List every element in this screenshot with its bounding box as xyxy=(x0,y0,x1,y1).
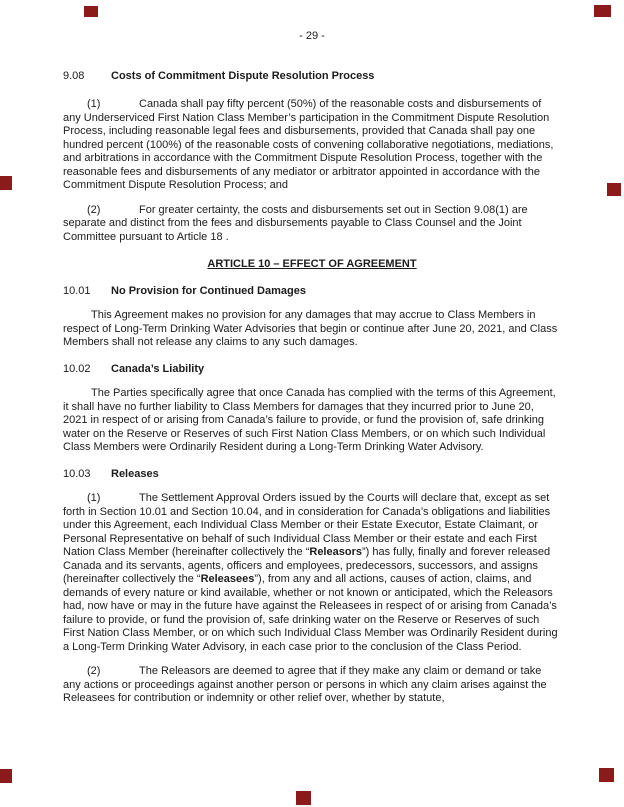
section-heading-10-02 xyxy=(63,363,561,377)
section-title: Canada’s Liability xyxy=(111,362,205,375)
article-10-heading: ARTICLE 10 – EFFECT OF AGREEMENT xyxy=(207,258,417,270)
section-title: Releases xyxy=(111,467,159,480)
section-title: Costs of Commitment Dispute Resolution Process xyxy=(111,69,375,82)
paragraph-9-08-1 xyxy=(63,98,561,193)
paragraph-10-03-2 xyxy=(63,665,561,706)
paragraph-text: Canada shall pay fifty percent (50%) of the reasonable costs and disbursements of any Underserviced First Nation Class Member’s participation in the Commitment Dispute Resolution Process, including reasonable legal fees and disbursements, provided that Canada shall pay one hundred percent (100%) of the reasonable costs of convening collaborative negotiations, mediations, and arbitrations in accordance with the Commitment Dispute Resolution Process, together with the reasonable fees and disbursements of any mediator or arbitrator appointed in accordance with the Commitment Dispute Resolution Process; and xyxy=(63,98,554,191)
paragraph-text: This Agreement makes no provision for any damages that may accrue to Class Members in respect of Long-Term Drinking Water Advisories that begin or continue after June 20, 2021, and Class Members shall not release any claims to any such damages. xyxy=(63,309,558,348)
red-edge-mark xyxy=(607,183,621,196)
red-edge-mark xyxy=(0,769,12,783)
paragraph-number: (1) xyxy=(87,98,101,110)
paragraph-10-01 xyxy=(63,309,561,350)
section-heading-10-01 xyxy=(63,285,561,299)
section-number: 10.01 xyxy=(63,284,91,297)
section-number: 10.02 xyxy=(63,362,91,375)
red-edge-mark xyxy=(594,5,611,17)
defined-term-releasees: Releasees xyxy=(200,573,255,585)
section-number: 10.03 xyxy=(63,467,91,480)
paragraph-text: The Releasors are deemed to agree that if they make any claim or demand or take any actions or proceedings against another person or persons in which any claim arises against the Releasees for contribution or indemnity or other relief over, whether by statute, xyxy=(63,665,547,704)
paragraph-text: ”), from any and all actions, causes of action, claims, and demands of every nature or kind available, whether or not known or anticipated, which the Releasors had, now have or may in the future have against the Releasees in respect of or arising from Canada’s failure to provide, or fund the provision of, safe drinking water on the Reserve or Reserves of such First Nation Class Member, or on which such Individual Class Member was Ordinarily Resident during a Long-Term Drinking Water Advisory, in each case prior to the conclusion of the Class Period. xyxy=(63,573,558,653)
section-title: No Provision for Continued Damages xyxy=(111,284,306,297)
section-heading-9-08 xyxy=(63,70,561,84)
paragraph-text: ”) has fully, finally and forever released Canada and its servants, agents, officers and employees, predecessors, successors, and assigns (hereinafter collectively the “ xyxy=(63,546,551,585)
paragraph-text: For greater certainty, the costs and disbursements set out in Section 9.08(1) are separate and distinct from the fees and disbursements payable to Class Counsel and the Joint Committee pursuant to Article 18 . xyxy=(63,203,528,243)
paragraph-text: The Settlement Approval Orders issued by the Courts will declare that, except as set forth in Section 10.01 and Section 10.04, and in consideration for Canada’s obligations and liabilities under this Agreement, each Individual Class Member or their Estate Executor, Estate Claimant, or Personal Representative on behalf of such Individual Class Member or their estate and each First Nation Class Member (hereinafter collectively the “ xyxy=(63,492,551,558)
paragraph-10-03-1 xyxy=(63,492,561,654)
paragraph-10-02 xyxy=(63,387,561,455)
red-edge-mark xyxy=(296,791,311,805)
red-edge-mark xyxy=(0,176,12,190)
paragraph-number: (2) xyxy=(87,203,101,216)
red-edge-mark xyxy=(599,768,614,782)
section-heading-10-03 xyxy=(63,468,561,482)
document-content xyxy=(63,0,561,706)
paragraph-9-08-2 xyxy=(63,204,561,245)
paragraph-text: The Parties specifically agree that once Canada has complied with the terms of this Agreement, it shall have no further liability to Class Members for damages that they incurred prior to June 20, 2021 in respect of or arising from Canada’s failure to provide, or fund the provision of, safe drinking water on the Reserve or Reserves of such First Nation Class Members, or on which such Individual Class Members were Ordinarily Resident during a Long-Term Drinking Water Advisory. xyxy=(63,387,556,453)
paragraph-number: (1) xyxy=(87,492,101,504)
defined-term-releasors: Releasors xyxy=(309,546,362,558)
page-number: - 29 - xyxy=(299,30,325,42)
paragraph-number: (2) xyxy=(87,665,101,677)
section-number: 9.08 xyxy=(63,69,85,82)
